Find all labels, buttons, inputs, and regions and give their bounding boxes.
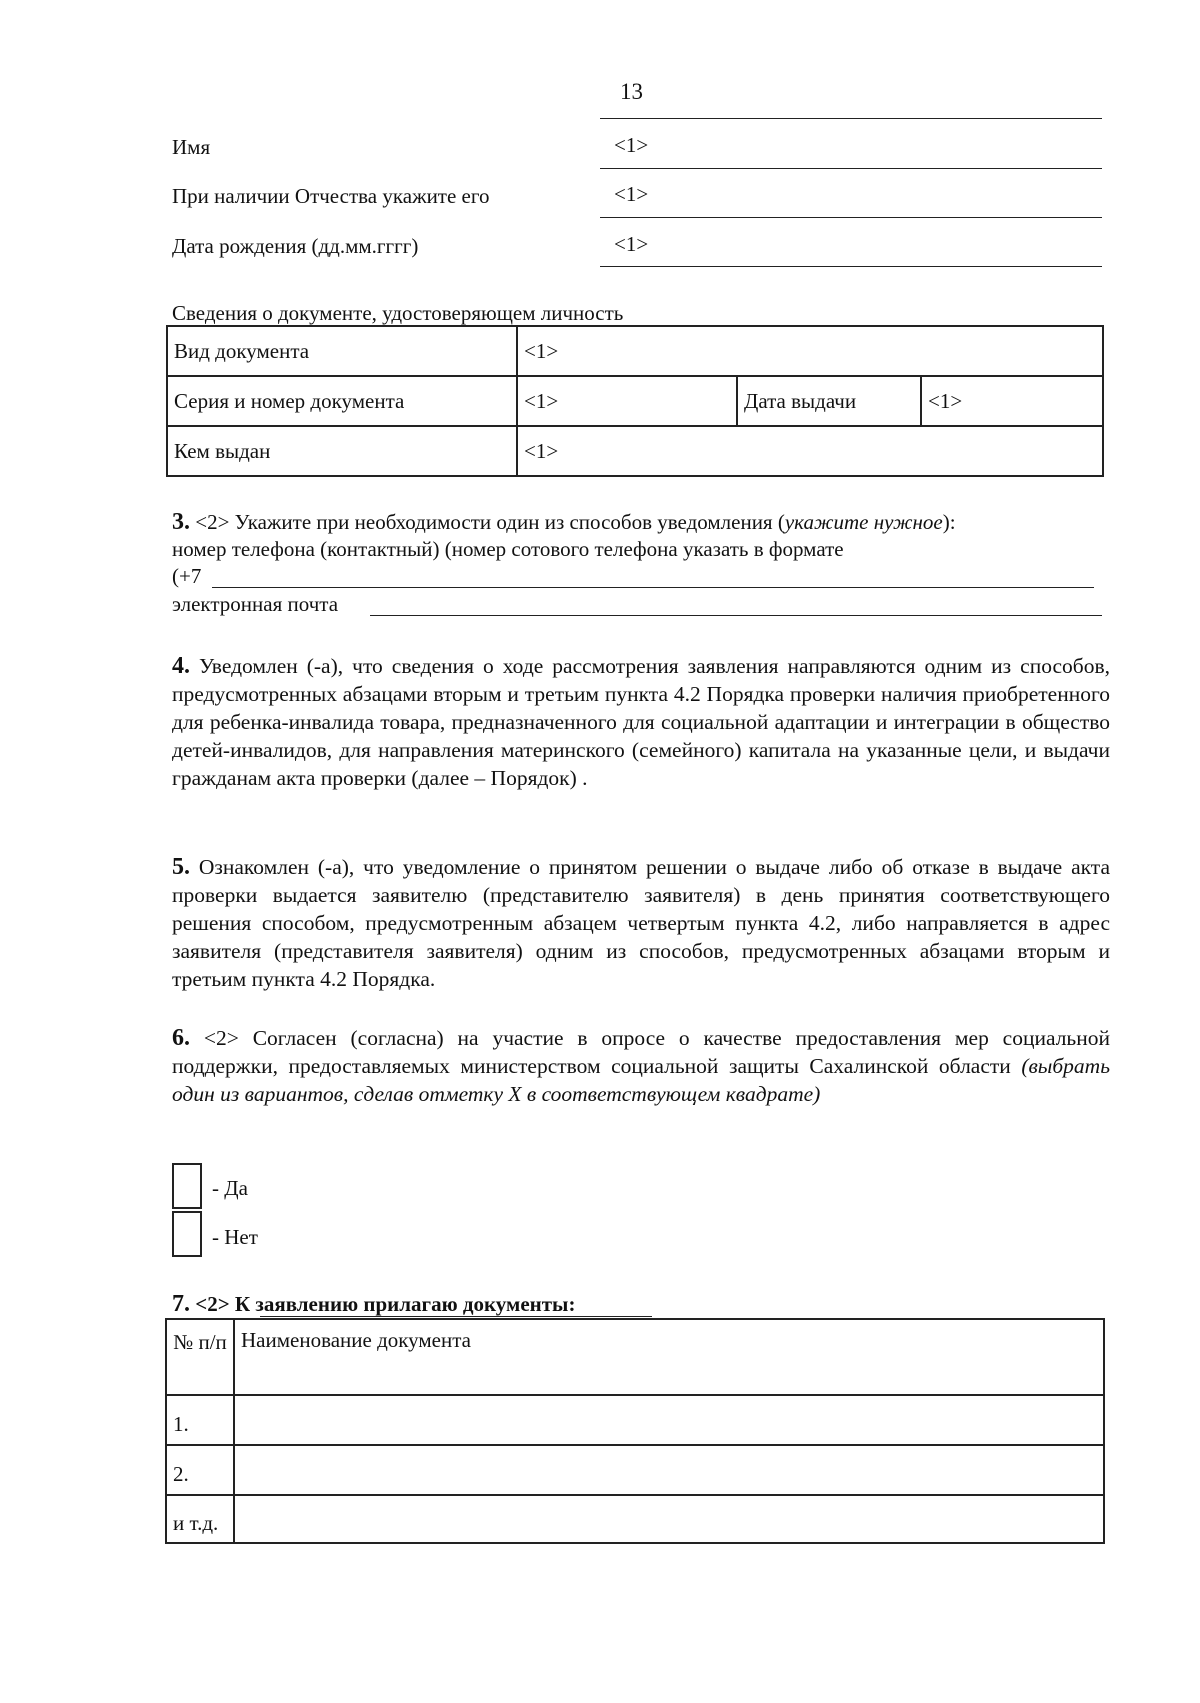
section-6-text: <2> Согласен (согласна) на участие в опросе о качестве предоставления мер социальной поддержки, предоставляемых министерством социальной защиты Сахалинской области: [172, 1026, 1110, 1078]
issue-date-value[interactable]: <1>: [921, 376, 1103, 426]
page-number: 13: [620, 79, 643, 104]
doc-row-number: 2.: [166, 1445, 234, 1495]
birth-date-value[interactable]: <1>: [614, 232, 649, 256]
section-6-italic: (выбрать один из вариантов, сделав отметку X в соответствующем квадрате): [172, 1054, 1110, 1106]
section-3-text-end: ):: [942, 510, 956, 534]
doc-row-name[interactable]: [234, 1445, 1104, 1495]
section-5-number: 5.: [172, 854, 190, 880]
identity-table: [166, 325, 1104, 477]
phone-prefix: (+7: [172, 564, 202, 588]
birth-date-label: Дата рождения (дд.мм.гггг): [172, 234, 419, 258]
first-name-value[interactable]: <1>: [614, 133, 649, 157]
doc-row-number: 1.: [166, 1395, 234, 1445]
section-7-title: <2> К заявлению прилагаю документы:: [190, 1292, 576, 1316]
section-5-paragraph: [172, 853, 1110, 993]
no-checkbox[interactable]: [172, 1211, 202, 1257]
section-3-heading: [172, 508, 956, 536]
issued-by-label: Кем выдан: [167, 426, 517, 476]
section-4-paragraph: [172, 652, 1110, 792]
doc-type-label: Вид документа: [167, 326, 517, 376]
section-7-heading: [172, 1290, 575, 1318]
section-4-number: 4.: [172, 653, 190, 679]
issued-by-value[interactable]: <1>: [517, 426, 1103, 476]
section-7-number: 7.: [172, 1291, 190, 1317]
section-7-underline: [260, 1316, 652, 1317]
yes-label: - Да: [212, 1176, 248, 1200]
section-4-text: Уведомлен (-а), что сведения о ходе рассмотрения заявления направляются одним из способов, предусмотренных абзацами вторым и третьим пункта 4.2 Порядка проверки наличия приобретенного для ребенка-инвалида товара, предназначенного для социальной адаптации и интеграции в общество детей-инвалидов, для направления материнского (семейного) капитала на указанные цели, и выдачи гражданам акта проверки (далее – Порядок) .: [172, 654, 1110, 790]
yes-checkbox[interactable]: [172, 1163, 202, 1209]
documents-table: [165, 1318, 1105, 1544]
email-label: электронная почта: [172, 592, 339, 616]
doc-type-value[interactable]: <1>: [517, 326, 1103, 376]
section-3-text: <2> Укажите при необходимости один из способов уведомления (: [190, 510, 785, 534]
email-input-line[interactable]: [370, 615, 1102, 616]
first-name-label: Имя: [172, 135, 211, 159]
field-rule: [600, 266, 1102, 267]
doc-row-name[interactable]: [234, 1495, 1104, 1543]
doc-row-number: и т.д.: [166, 1495, 234, 1543]
section-6-paragraph: [172, 1024, 1110, 1108]
col-number-header: № п/п: [166, 1319, 234, 1395]
section-5-text: Ознакомлен (-а), что уведомление о принятом решении о выдаче либо об отказе в выдаче акта проверки выдается заявителю (представителю заявителя) в день принятия соответствующего решения способом, предусмотренным абзацем четвертым пункта 4.2, либо направляется в адрес заявителя (представителя заявителя) одним из способов, предусмотренных абзацами вторым и третьим пункта 4.2 Порядка.: [172, 855, 1110, 991]
identity-caption: Сведения о документе, удостоверяющем личность: [172, 301, 624, 325]
col-name-header: Наименование документа: [234, 1319, 1104, 1395]
field-rule: [600, 118, 1102, 119]
series-label: Серия и номер документа: [167, 376, 517, 426]
field-rule: [600, 217, 1102, 218]
no-label: - Нет: [212, 1225, 258, 1249]
phone-description: номер телефона (контактный) (номер сотового телефона указать в формате: [172, 537, 844, 561]
section-3-number: 3.: [172, 509, 190, 535]
issue-date-label: Дата выдачи: [737, 376, 921, 426]
series-value[interactable]: <1>: [517, 376, 737, 426]
field-rule: [600, 168, 1102, 169]
section-6-number: 6.: [172, 1025, 190, 1051]
phone-input-line[interactable]: [212, 587, 1094, 588]
patronymic-label: При наличии Отчества укажите его: [172, 184, 490, 208]
patronymic-value[interactable]: <1>: [614, 182, 649, 206]
section-3-italic: укажите нужное: [784, 510, 943, 534]
doc-row-name[interactable]: [234, 1395, 1104, 1445]
